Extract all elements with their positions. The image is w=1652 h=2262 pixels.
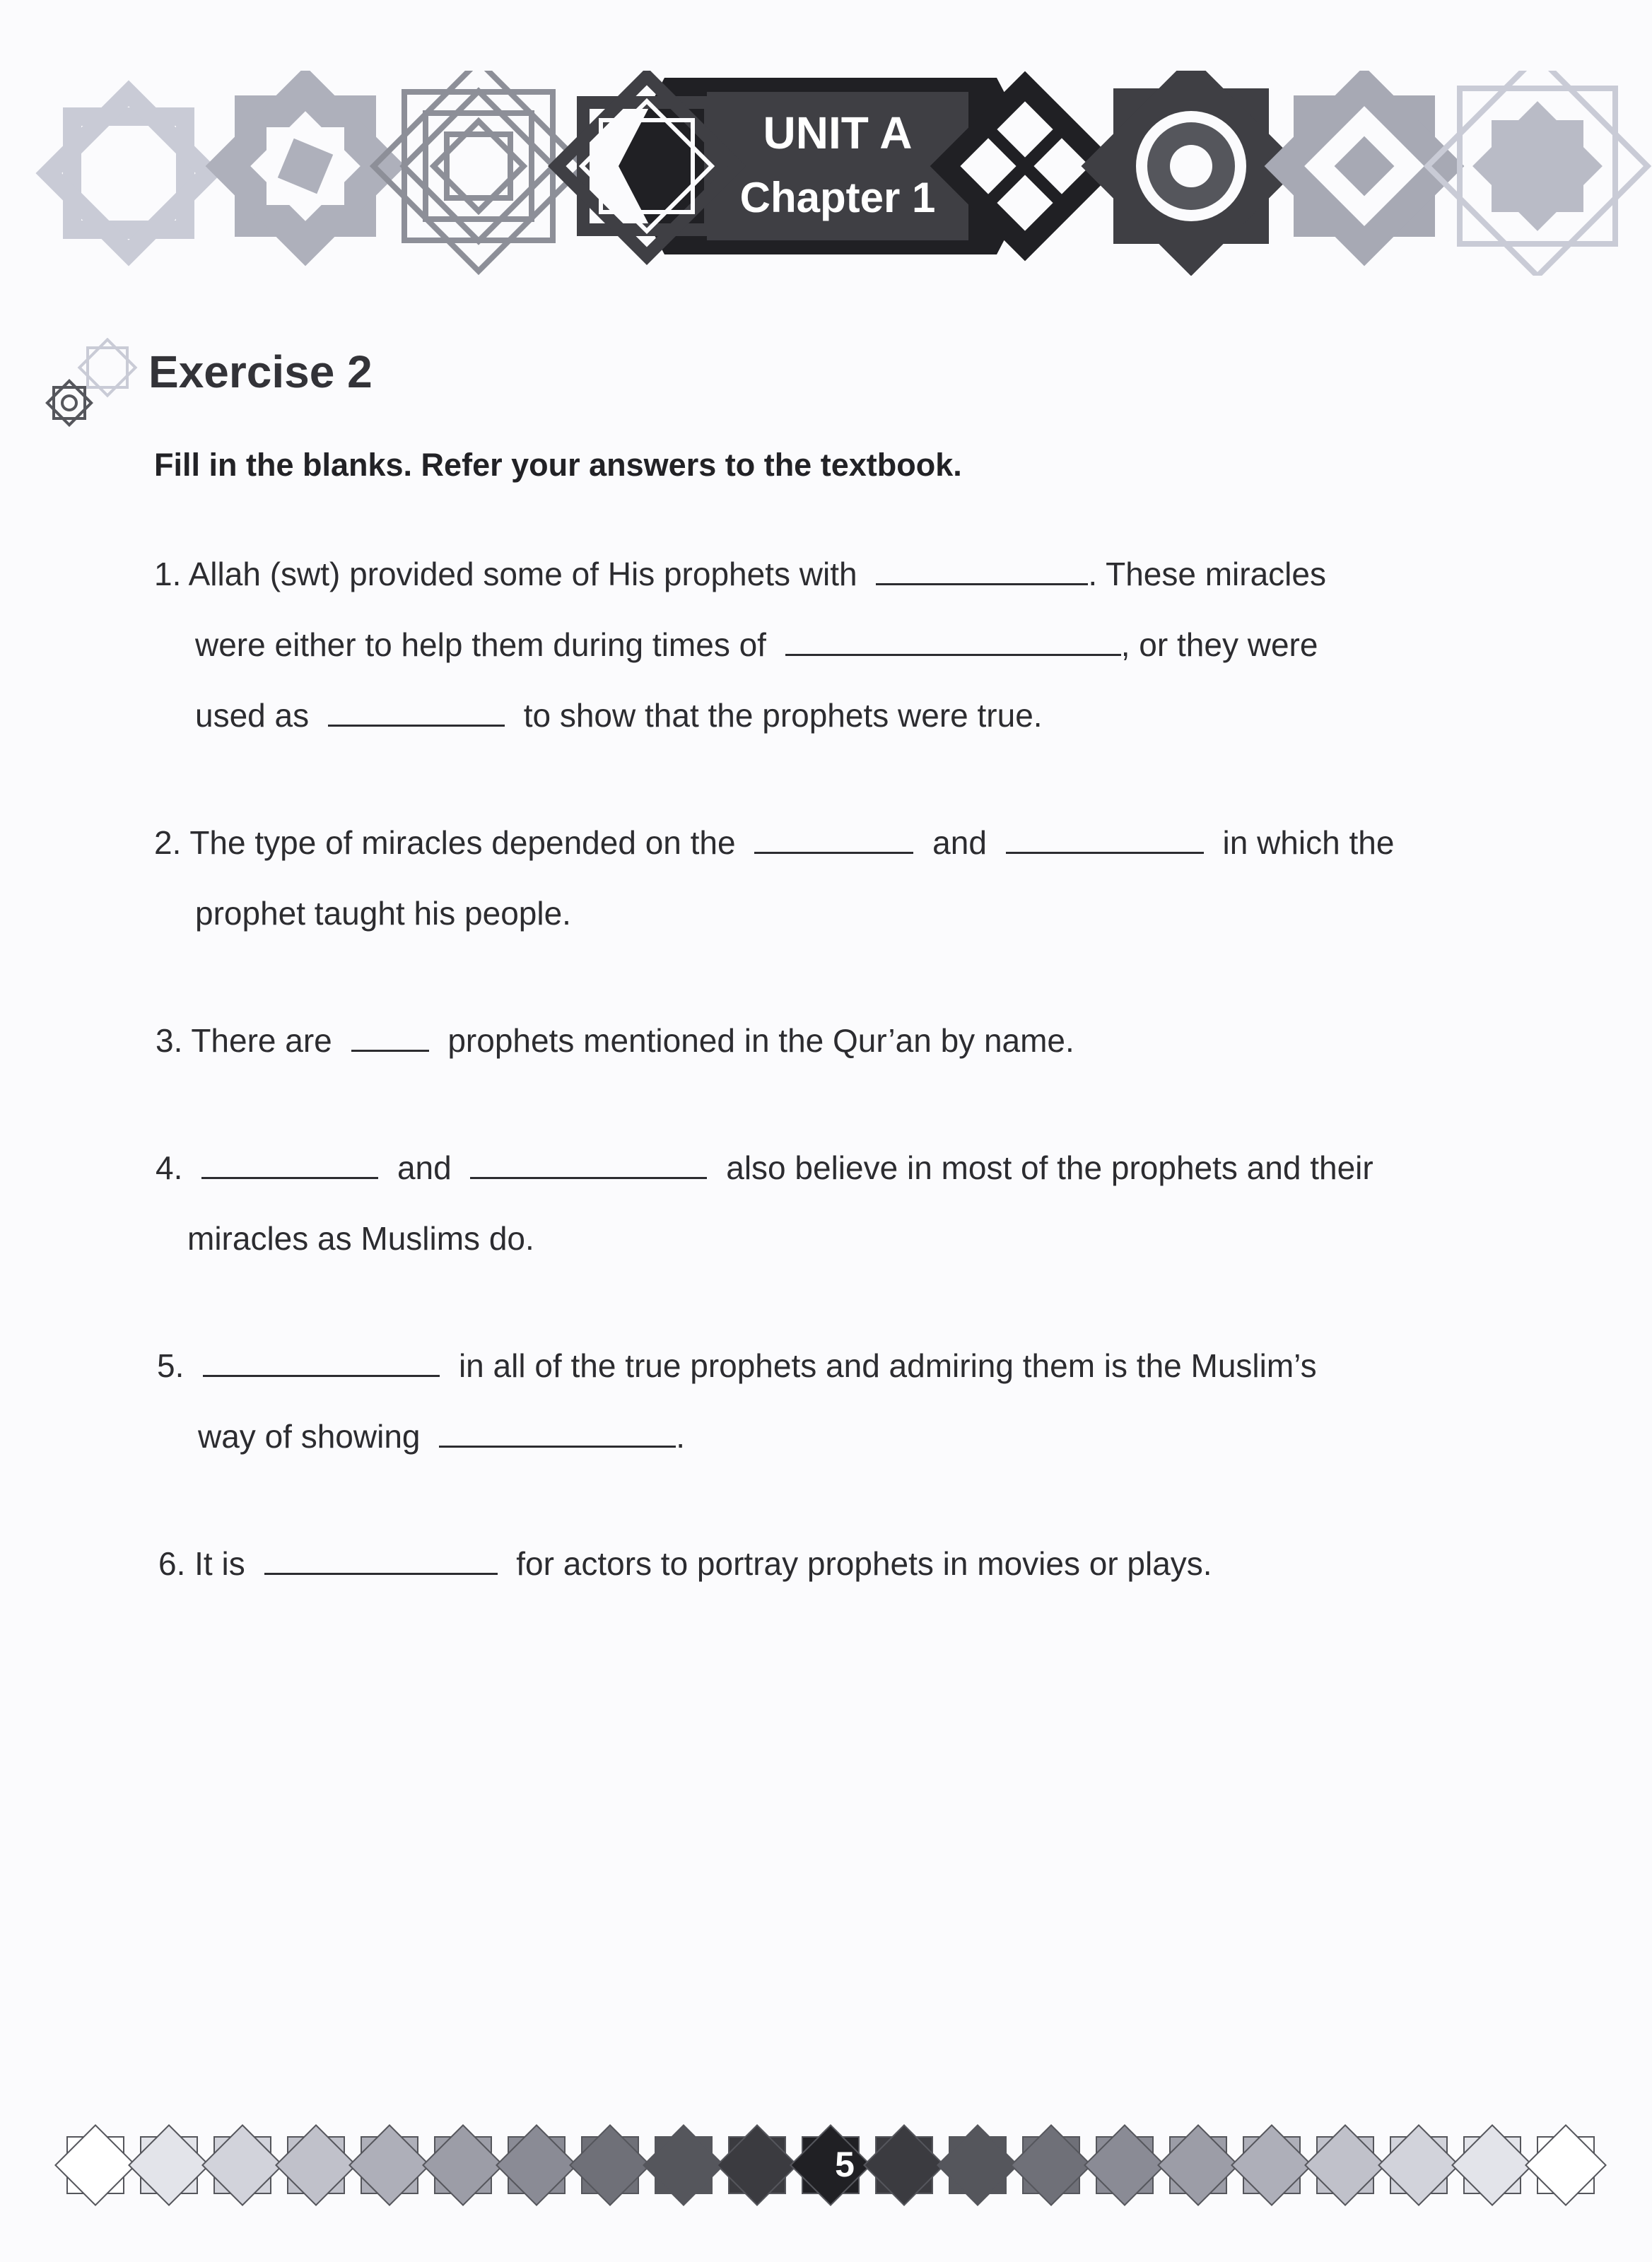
footer-star-icon (55, 2125, 135, 2205)
footer-star-icon (717, 2125, 797, 2205)
question-number: 5. (157, 1347, 184, 1384)
answer-blank[interactable] (351, 1021, 429, 1052)
ornament-star-3 (374, 71, 584, 271)
answer-blank[interactable] (470, 1149, 707, 1179)
page-number: 5 (835, 2145, 855, 2184)
question-number: 1. (154, 556, 182, 592)
question-text: There are (191, 1022, 332, 1059)
question-text: The type of miracles depended on the (189, 824, 736, 861)
question-3-line-1 (156, 1019, 1074, 1062)
question-text: Allah (swt) provided some of His prophets with (188, 556, 857, 592)
exercise-title: Exercise 2 (148, 346, 373, 397)
footer-star-icon (1305, 2125, 1385, 2205)
footer-star-icon (1231, 2125, 1311, 2205)
question-text: , or they were (1120, 626, 1318, 663)
question-text: in which the (1222, 824, 1395, 861)
answer-blank[interactable] (201, 1149, 378, 1179)
footer-star-icon (937, 2125, 1017, 2205)
answer-blank[interactable] (439, 1417, 676, 1448)
ornament-star-8 (1427, 71, 1647, 276)
footer-star-icon (496, 2125, 576, 2205)
instructions: Fill in the blanks. Refer your answers to the textbook. (154, 447, 962, 483)
question-text: It is (194, 1545, 245, 1582)
question-text: for actors to portray prophets in movies or plays. (516, 1545, 1212, 1582)
footer-star-icon (1525, 2125, 1605, 2205)
question-5-line-2 (198, 1415, 685, 1458)
question-text: and (932, 824, 987, 861)
answer-blank[interactable] (328, 696, 505, 727)
answer-blank[interactable] (876, 555, 1088, 585)
question-1-line-1 (154, 553, 1326, 595)
footer-star-icon (1158, 2125, 1238, 2205)
question-4-line-1 (156, 1147, 1373, 1189)
answer-blank[interactable] (264, 1545, 498, 1575)
ornament-star-7 (1265, 71, 1465, 266)
question-text: prophet taught his people. (195, 895, 571, 932)
question-2-line-2 (195, 892, 571, 934)
question-text: and (397, 1149, 452, 1186)
answer-blank[interactable] (785, 626, 1121, 656)
question-number: 6. (158, 1545, 186, 1582)
answer-blank[interactable] (754, 824, 913, 854)
footer-star-icon (1084, 2125, 1164, 2205)
question-text: to show that the prophets were true. (523, 697, 1043, 734)
footer-star-icon (1452, 2125, 1532, 2205)
ornament-star-6 (1081, 71, 1301, 276)
footer-star-icon (423, 2125, 503, 2205)
question-5-line-1 (157, 1344, 1317, 1387)
answer-blank[interactable] (1006, 824, 1204, 854)
question-text: . (676, 1418, 686, 1455)
chapter-title: Chapter 1 (739, 174, 936, 221)
question-number: 3. (156, 1022, 183, 1059)
question-1-line-2 (195, 623, 1318, 666)
footer-star-icon (570, 2125, 650, 2205)
question-number: 4. (156, 1149, 183, 1186)
question-text: way of showing (198, 1418, 421, 1455)
ornament-star-1 (49, 93, 209, 253)
question-text: prophets mentioned in the Qur’an by name. (447, 1022, 1074, 1059)
footer-star-icon (1011, 2125, 1091, 2205)
footer-star-icon (1378, 2125, 1458, 2205)
question-4-line-2 (187, 1217, 534, 1260)
star-ornament-icon (42, 338, 141, 433)
question-text: miracles as Muslims do. (187, 1220, 534, 1257)
footer-star-icon (129, 2125, 209, 2205)
question-text: used as (195, 697, 310, 734)
footer-star-icon (202, 2125, 282, 2205)
question-2-line-1 (154, 821, 1394, 864)
question-text: in all of the true prophets and admiring them is the Muslim’s (458, 1347, 1317, 1384)
question-text: were either to help them during times of (195, 626, 766, 663)
unit-title: UNIT A (763, 107, 913, 158)
question-text: also believe in most of the prophets and their (726, 1149, 1373, 1186)
question-text: . These miracles (1088, 556, 1326, 592)
footer-star-icon (349, 2125, 429, 2205)
answer-blank[interactable] (203, 1347, 440, 1377)
footer-star-icon (643, 2125, 723, 2205)
question-1-line-3 (195, 694, 1043, 737)
question-6-line-1 (158, 1542, 1212, 1585)
question-number: 2. (154, 824, 182, 861)
footer-star-icon (276, 2125, 356, 2205)
